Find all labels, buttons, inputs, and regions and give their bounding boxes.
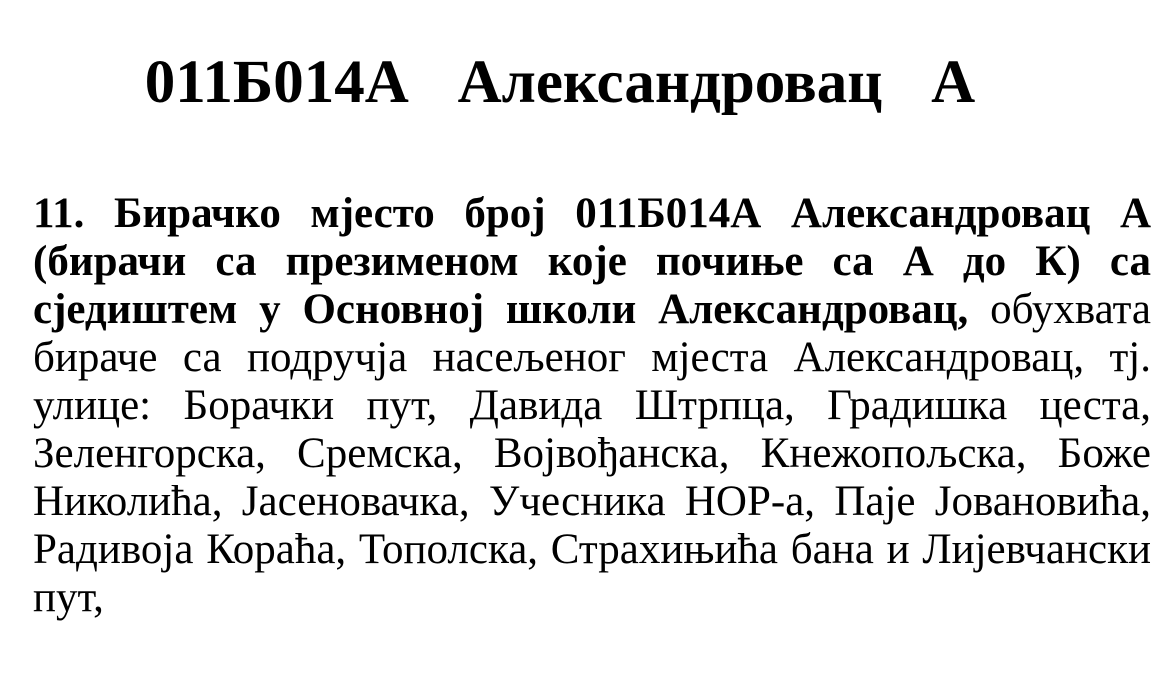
polling-station-description: [33, 190, 1151, 622]
polling-station-heading: 011Б014А Александровац А: [144, 49, 976, 116]
polling-station-description-body: обухвата бираче са подручја насељеног мјеста Александровац, тј. улице: Борачки пут, Давида Штрпца, Градишка цеста, Зеленгорска, Сремска, Војвођанска, Кнежопољска, Боже Николића, Јасеновачка, Учесника НОР-а, Паје Јовановића, Радивоја Кораћа, Тополска, Страхињића бана и Лијевчански пут,: [33, 286, 1151, 621]
polling-station-description-bold-lead: 11. Бирачко мјесто број 011Б014А Александровац А (бирачи са презименом које почиње са А до К) са сједиштем у Основној школи Александровац,: [33, 190, 1151, 333]
document-page: [0, 49, 1166, 684]
